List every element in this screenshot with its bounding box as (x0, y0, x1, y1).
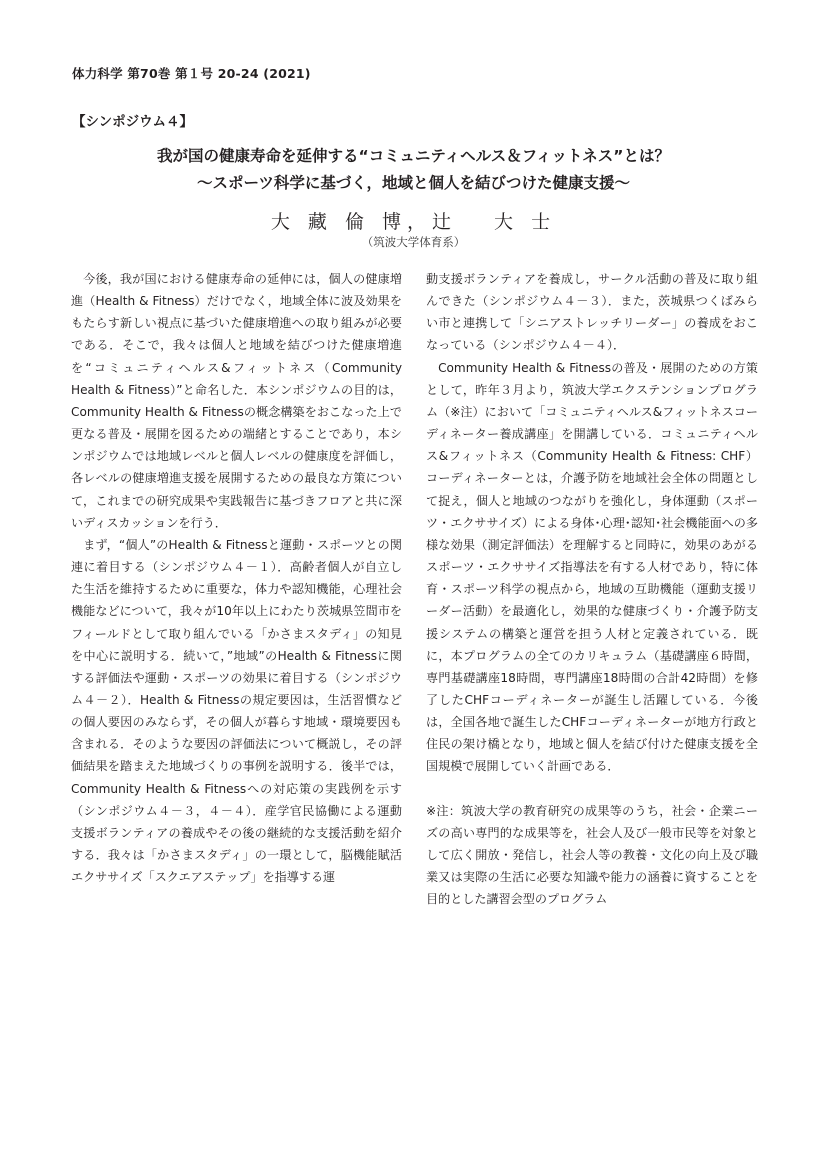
affiliation: （筑波大学体育系） (361, 235, 466, 249)
body-column-left (71, 268, 402, 888)
body-column-right (426, 268, 758, 910)
footnote: ※注：筑波大学の教育研究の成果等のうち，社会・企業ニーズの高い専門的な成果等を，社会人及び一般市民等を対象として広く開放・発信し，社会人等の教養・文化の向上及び職業又は実際の生活に必要な知識や能力の涵養に資することを目的とした講習会型のプログラム (426, 803, 758, 907)
author-names: 大 藏 倫 博，辻 大 士 (270, 211, 557, 233)
paragraph-chf-program: Community Health & Fitnessの普及・展開のための方策として，昨年３月より，筑波大学エクステンションプログラム（※注）において「コミュニティヘルス&フィットネスコーディネーター養成講座」を開講している．コミュニティヘルス&フィットネス（Community Health & Fitness: CHF）コーディネーターとは，介護予防を地域社会全体の問題として捉え，個人と地域のつながりを強化し，身体運動（スポーツ・エクササイズ）による身体･心理･認知･社会機能面への多様な効果（測定評価法）を理解すると同時に，効果のあがるスポーツ・エクササイズ指導法を有する人材であり，特に体育・スポーツ科学の視点から，地域の互助機能（運動支援リーダー活動）を最適化し，効果的な健康づくり・介護予防支援システムの構築と運営を担う人材と定義されている．既に，本プログラムの全てのカリキュラム（基礎講座６時間，専門基礎講座18時間，専門講座18時間の合計42時間）を修了したCHFコーディネーターが誕生し活躍している．今後は，全国各地で誕生したCHFコーディネーターが地方行政と住民の架け橋となり，地域と個人を結び付けた健康支援を全国規模で展開していく計画である． (426, 360, 758, 774)
paragraph-intro: 今後，我が国における健康寿命の延伸には，個人の健康増進（Health & Fitness）だけでなく，地域全体に波及効果をもたらす新しい視点に基づいた健康増進への取り組みが必要である．そこで，我々は個人と地域を結びつけた健康増進を“コミュニティヘルス&フィットネス（Community Health & Fitness）”と命名した．本シンポジウムの目的は，Community Health & Fitnessの概念構築をおこなった上で更なる普及・展開を図るための端緒とすることであり，本シンポジウムでは地域レベルと個人レベルの健康度を評価し，各レベルの健康増進支援を展開するための最良な方策について，これまでの研究成果や実践報告に基づきフロアと共に深いディスカッションを行う． (71, 272, 402, 530)
section-tag: 【シンポジウム４】 (72, 114, 194, 130)
paragraph-continuation: 動支援ボランティアを養成し，サークル活動の普及に取り組んできた（シンポジウム４－３）．また，茨城県つくばみらい市と連携して「シニアストレッチリーダー」の養成をおこなっている（シンポジウム４－４）． (426, 272, 758, 353)
paragraph-overview: まず，“個人”のHealth & Fitnessと運動・スポーツとの関連に着目する（シンポジウム４－１）．高齢者個人が自立した生活を維持するために重要な，体力や認知機能，心理社会機能などについて，我々が10年以上にわたり茨城県笠間市をフィールドとして取り組んでいる「かさまスタディ」の知見を中心に説明する．続いて，”地域”のHealth & Fitnessに関する評価法や運動・スポーツの効果に着目する（シンポジウム４－２）．Health & Fitnessの規定要因は，生活習慣などの個人要因のみならず，その個人が暮らす地域・環境要因も含まれる．そのような要因の評価法について概説し，その評価結果を踏まえた地域づくりの事例を説明する．後半では，Community Health & Fitnessへの対応策の実践例を示す（シンポジウム４－３，４－４）．産学官民協働による運動支援ボランティアの養成やその後の継続的な支援活動を紹介する．我々は「かさまスタディ」の一環として，脳機能賦活エクササイズ「スクエアステップ」を指導する運 (71, 537, 402, 885)
title-line-2: 〜スポーツ科学に基づく，地域と個人を結びつけた健康支援〜 (196, 174, 631, 192)
journal-citation: 体力科学 第70巻 第１号 20-24 (2021) (72, 66, 311, 81)
title-line-1: 我が国の健康寿命を延伸する“コミュニティヘルス＆フィットネス”とは？ (157, 147, 670, 165)
